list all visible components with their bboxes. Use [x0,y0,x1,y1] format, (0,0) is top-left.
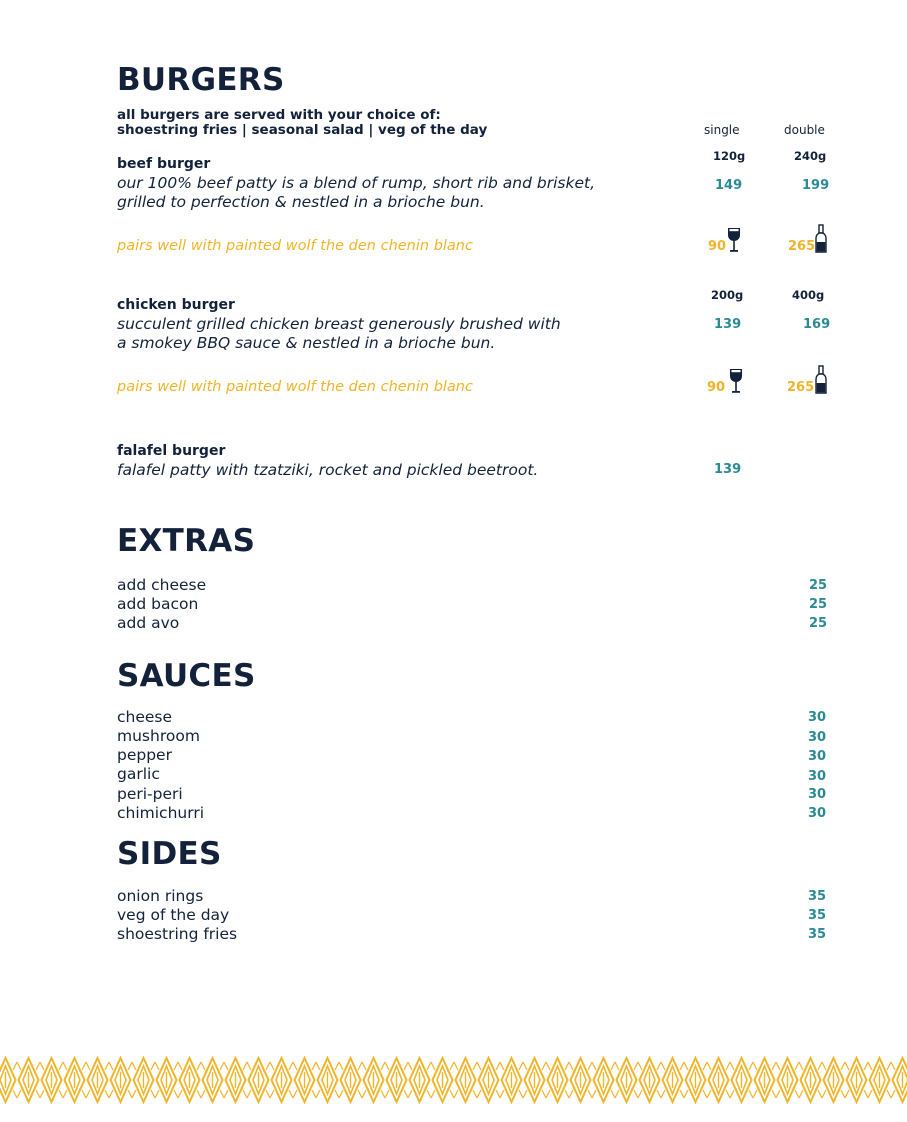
list-item-price: 30 [808,730,827,745]
burgers-note-line1: all burgers are served with your choice of: [117,107,441,123]
list-item-price: 35 [808,927,827,942]
list-item-price: 30 [808,787,827,802]
list-item-price: 30 [808,710,827,725]
list-item-price: 25 [809,597,828,612]
list-item-name: veg of the day [117,906,230,924]
price-single: 139 [714,462,742,477]
list-item-price: 30 [808,769,827,784]
list-item-price: 25 [809,616,828,631]
wine-glass-icon [729,368,743,394]
list-item-name: chimichurri [117,804,205,822]
item-description-line1: succulent grilled chicken breast generously brushed with [117,315,561,333]
burgers-heading: BURGERS [117,62,285,98]
glass-price: 90 [708,239,727,254]
bottle-price: 265 [788,239,816,254]
extras-heading: EXTRAS [117,523,256,559]
list-item-name: pepper [117,746,172,764]
sides-heading: SIDES [117,836,222,872]
price-double: 169 [803,317,831,332]
list-item-name: onion rings [117,887,204,905]
wine-pairing: pairs well with painted wolf the den chenin blanc [117,379,473,395]
item-name: falafel burger [117,443,226,459]
wine-bottle-icon [815,365,827,394]
list-item-name: add bacon [117,595,199,613]
list-item-name: shoestring fries [117,925,238,943]
wine-glass-icon [727,227,741,253]
list-item-name: mushroom [117,727,200,745]
decorative-pattern-border [0,1056,907,1104]
item-description-line1: our 100% beef patty is a blend of rump, short rib and brisket, [117,174,595,192]
list-item-name: garlic [117,765,160,783]
list-item-name: add cheese [117,576,207,594]
list-item-price: 35 [808,889,827,904]
item-description-line1: falafel patty with tzatziki, rocket and pickled beetroot. [117,461,539,479]
price-double: 199 [802,178,830,193]
price-single: 139 [714,317,742,332]
list-item-name: peri-peri [117,785,183,803]
glass-price: 90 [707,380,726,395]
list-item-price: 25 [809,578,828,593]
price-single: 149 [715,178,743,193]
item-name: chicken burger [117,297,235,313]
list-item-price: 30 [808,749,827,764]
weight-single: 120g [713,149,746,163]
burgers-note-line2: shoestring fries | seasonal salad | veg of the day [117,122,488,138]
item-description-line2: a smokey BBQ sauce & nestled in a brioche bun. [117,334,496,352]
list-item-price: 35 [808,908,827,923]
column-header-double: double [784,123,825,137]
item-description-line2: grilled to perfection & nestled in a brioche bun. [117,193,485,211]
wine-pairing: pairs well with painted wolf the den chenin blanc [117,238,473,254]
wine-bottle-icon [815,224,827,253]
column-header-single: single [704,123,740,137]
sauces-heading: SAUCES [117,658,256,694]
weight-single: 200g [711,288,744,302]
bottle-price: 265 [787,380,815,395]
list-item-name: add avo [117,614,180,632]
weight-double: 400g [792,288,825,302]
list-item-name: cheese [117,708,173,726]
list-item-price: 30 [808,806,827,821]
weight-double: 240g [794,149,827,163]
item-name: beef burger [117,156,211,172]
